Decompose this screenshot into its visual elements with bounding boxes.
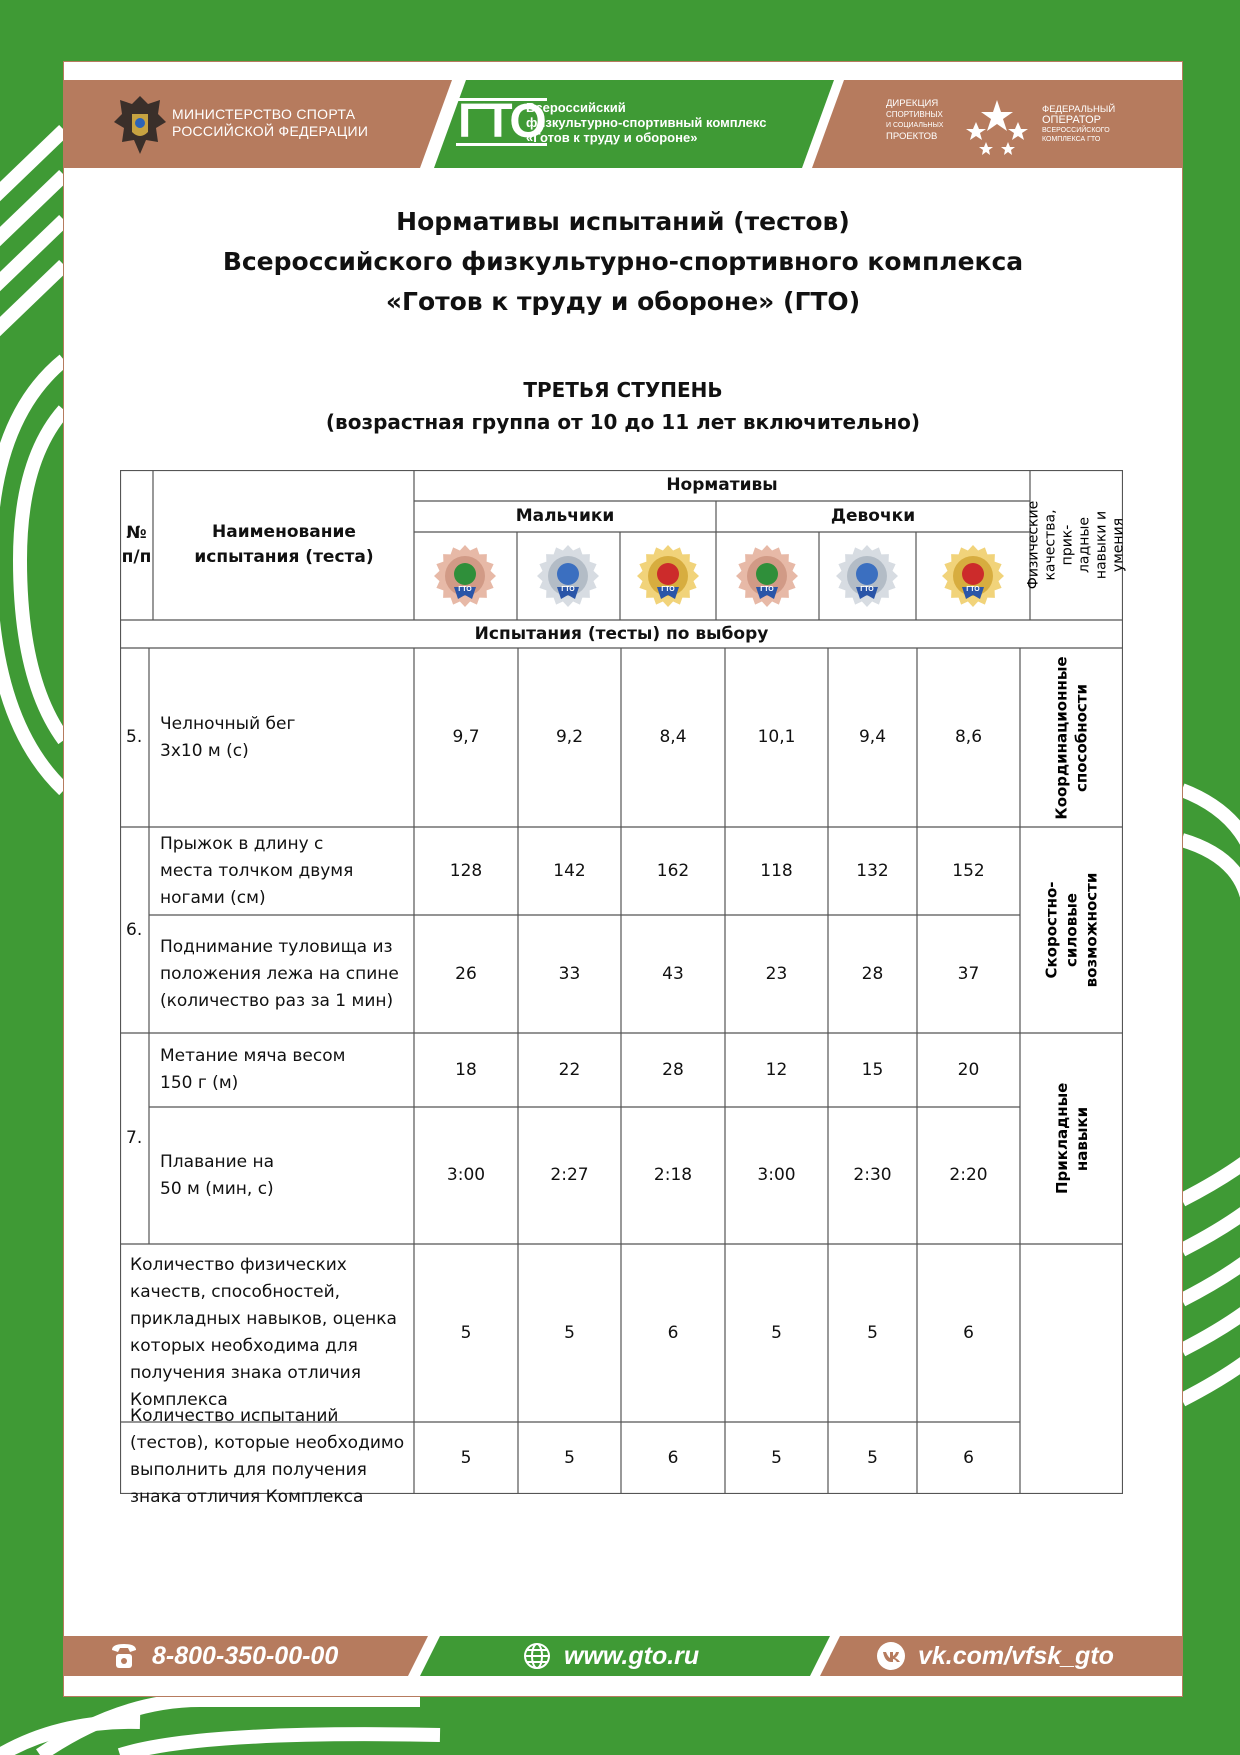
badge-center [454, 563, 476, 585]
test-name: Метание мяча весом 150 г (м) [160, 1046, 346, 1093]
row-5-name [160, 648, 400, 827]
badge-text: ГТО [458, 586, 472, 593]
row-7b-v6 [917, 1107, 1020, 1244]
document-sheet [64, 62, 1182, 1696]
bronze-badge-icon [734, 543, 800, 609]
norm-value: 142 [553, 860, 586, 881]
row-6a-v4 [725, 827, 828, 915]
norm-value: 43 [662, 963, 684, 984]
norm-value: 9,7 [452, 727, 480, 747]
summary-value: 5 [771, 1447, 782, 1468]
badge-center [657, 563, 679, 585]
quality-applied [1020, 1033, 1123, 1244]
row-6a-v2 [518, 827, 621, 915]
header-band [64, 80, 1182, 168]
badge-text: ГТО [966, 586, 980, 593]
footer-phone[interactable] [108, 1636, 338, 1676]
row-6b-v2 [518, 915, 621, 1033]
test-name: Плавание на 50 м (мин, с) [160, 1151, 275, 1199]
section-title [120, 620, 1123, 648]
summary-2-v3 [621, 1422, 725, 1494]
row-7a-v3 [621, 1033, 725, 1107]
col-norms-header [414, 470, 1030, 501]
stage-heading [64, 374, 1182, 438]
col-name-header [160, 470, 408, 620]
stage-line-1: ТРЕТЬЯ СТУПЕНЬ [523, 378, 723, 402]
row-7b-name [160, 1107, 410, 1244]
row-6b-name [160, 915, 410, 1033]
col-name-label: Наименование испытания (теста) [194, 522, 374, 567]
norms-table [120, 470, 1127, 1507]
col-girls-header [716, 501, 1030, 532]
badge-text: ГТО [760, 586, 774, 593]
row-6b-v5 [828, 915, 917, 1033]
norm-value: 18 [455, 1059, 477, 1080]
footer-vk[interactable] [876, 1636, 1114, 1676]
row-6a-v5 [828, 827, 917, 915]
row-5-v6 [917, 648, 1020, 827]
gto-logo-block [456, 94, 876, 154]
ministry-line-2: РОССИЙСКОЙ ФЕДЕРАЦИИ [172, 123, 369, 139]
norm-value: 12 [765, 1059, 788, 1080]
norm-value: 128 [449, 860, 483, 881]
norm-value: 118 [760, 860, 793, 881]
col-boys-label: Мальчики [515, 506, 615, 526]
norm-value: 28 [861, 963, 884, 984]
row-5-v5 [828, 648, 917, 827]
gto-logo: ГТО [458, 95, 545, 148]
gto-line-1: Всероссийский [526, 100, 626, 115]
col-num-label: № п/п [121, 523, 152, 567]
row-6b-v1 [414, 915, 518, 1033]
test-name: Прыжок в длину с места толчком двумя ногами (см) [160, 833, 354, 908]
row-5-v4 [725, 648, 828, 827]
row-7-num [126, 1033, 149, 1244]
summary-1-v2 [518, 1244, 621, 1422]
summary-1-v1 [414, 1244, 518, 1422]
ministry-logo-block [112, 92, 432, 156]
summary-2-name [130, 1392, 414, 1522]
row-7b-v2 [518, 1107, 621, 1244]
test-name: Поднимание туловища из положения лежа на спине (количество раз за 1 мин) [160, 936, 399, 1011]
summary-value: 5 [771, 1322, 782, 1343]
quality-label: Прикладные навыки [1052, 1082, 1091, 1194]
norm-value: 2:30 [853, 1165, 892, 1185]
summary-value: 5 [564, 1447, 575, 1468]
col-quality-label: Физические качества, прик-ладные навыки и умения [1025, 500, 1127, 590]
norm-value: 2:27 [550, 1165, 589, 1185]
norm-value: 33 [558, 963, 581, 984]
norm-value: 23 [765, 963, 788, 984]
quality-label: Координационные способности [1052, 655, 1091, 820]
row-6b-v4 [725, 915, 828, 1033]
row-7b-v1 [414, 1107, 518, 1244]
summary-value: 5 [867, 1322, 878, 1343]
norm-value: 26 [455, 963, 477, 984]
col-quality-header [1025, 470, 1127, 620]
row-6a-v3 [621, 827, 725, 915]
summary-2-v2 [518, 1422, 621, 1494]
row-6a-v6 [917, 827, 1020, 915]
row-7b-v5 [828, 1107, 917, 1244]
badge-center [962, 563, 984, 585]
norm-value: 22 [558, 1059, 581, 1080]
norm-value: 2:18 [653, 1165, 693, 1185]
summary-value: 5 [867, 1447, 878, 1468]
vk-link: vk.com/vfsk_gto [918, 1641, 1114, 1670]
op-line-4: КОМПЛЕКСА ГТО [1042, 136, 1101, 143]
norm-value: 8,6 [954, 727, 983, 747]
phone-icon [108, 1640, 140, 1672]
row-7b-v4 [725, 1107, 828, 1244]
summary-2-v1 [414, 1422, 518, 1494]
norm-value: 28 [662, 1059, 684, 1080]
star-wreath-icon [962, 94, 1032, 164]
footer-band [64, 1636, 1182, 1676]
badge-text: ГТО [860, 586, 874, 593]
gold-badge-icon [635, 543, 701, 609]
document-title [64, 202, 1182, 322]
row-num: 7. [126, 1128, 143, 1148]
row-5-num [126, 648, 149, 827]
summary-value: 6 [963, 1447, 974, 1468]
quality-speed-strength [1020, 827, 1123, 1033]
col-norms-label: Нормативы [666, 475, 778, 495]
site-link: www.gto.ru [564, 1641, 700, 1670]
row-7a-v2 [518, 1033, 621, 1107]
row-5-v3 [621, 648, 725, 827]
norm-value: 37 [957, 963, 980, 984]
norm-value: 9,2 [555, 727, 584, 747]
norm-value: 20 [957, 1059, 980, 1080]
bronze-badge-icon [432, 543, 498, 609]
badge-text: ГТО [561, 586, 575, 593]
footer-site[interactable] [522, 1636, 699, 1676]
globe-icon [522, 1641, 552, 1671]
summary-1-v5 [828, 1244, 917, 1422]
row-7a-v4 [725, 1033, 828, 1107]
col-num-header [120, 470, 153, 620]
direction-logo-block [886, 94, 1176, 158]
row-6-num [126, 827, 149, 1033]
norm-value: 15 [861, 1059, 884, 1080]
dir-line-4: ПРОЕКТОВ [886, 131, 938, 142]
summary-value: 5 [460, 1447, 472, 1468]
op-line-2: ОПЕРАТОР [1042, 114, 1101, 126]
col-girls-label: Девочки [830, 506, 916, 526]
summary-1-v3 [621, 1244, 725, 1422]
badge-center [557, 563, 579, 585]
row-7a-v5 [828, 1033, 917, 1107]
dir-line-3: И СОЦИАЛЬНЫХ [886, 122, 944, 129]
badge-text: ГТО [661, 586, 675, 593]
title-line-2: Всероссийского физкультурно-спортивного комплекса [222, 247, 1024, 276]
row-7b-v3 [621, 1107, 725, 1244]
badge-center [756, 563, 778, 585]
row-7a-v6 [917, 1033, 1020, 1107]
ministry-line-1: МИНИСТЕРСТВО СПОРТА [172, 106, 356, 122]
op-line-3: ВСЕРОССИЙСКОГО [1042, 127, 1110, 134]
norm-value: 152 [952, 860, 985, 881]
quality-coordination [1020, 648, 1123, 827]
summary-2-v5 [828, 1422, 917, 1494]
row-7a-v1 [414, 1033, 518, 1107]
phone-number: 8-800-350-00-00 [152, 1641, 339, 1670]
test-name: Челночный бег 3х10 м (с) [160, 713, 296, 761]
summary-label: Количество физических качеств, способностей, прикладных навыков, оценка которых необходима для получения знака отличия Комплекса [130, 1255, 397, 1410]
row-6a-v1 [414, 827, 518, 915]
op-line-1: ФЕДЕРАЛЬНЫЙ [1042, 104, 1116, 115]
row-num: 6. [126, 919, 143, 940]
coat-of-arms-icon [112, 92, 168, 158]
gto-line-3: «Готов к труду и обороне» [526, 130, 698, 145]
norm-value: 132 [856, 860, 889, 881]
row-6b-v6 [917, 915, 1020, 1033]
norm-value: 9,4 [858, 727, 887, 747]
summary-value: 5 [564, 1322, 575, 1343]
row-7a-name [160, 1033, 410, 1107]
summary-label: Количество испытаний (тестов), которые необходимо выполнить для получения знака отличия Комплекса [130, 1406, 405, 1507]
silver-badge-icon [535, 543, 601, 609]
summary-2-v6 [917, 1422, 1020, 1494]
norm-value: 2:20 [949, 1165, 988, 1185]
gto-line-2: физкультурно-спортивный комплекс [526, 115, 767, 130]
badge-center [856, 563, 878, 585]
col-boys-header [414, 501, 716, 532]
quality-label: Скоростно-силовые возможности [1042, 872, 1101, 988]
norm-value: 8,4 [659, 727, 687, 747]
gold-badge-icon [940, 543, 1006, 609]
dir-line-2: СПОРТИВНЫХ [886, 110, 943, 119]
summary-value: 6 [667, 1447, 679, 1468]
norm-value: 3:00 [757, 1165, 796, 1185]
row-5-v2 [518, 648, 621, 827]
row-num: 5. [126, 727, 143, 747]
title-line-3: «Готов к труду и обороне» (ГТО) [385, 287, 861, 316]
title-line-1: Нормативы испытаний (тестов) [396, 207, 850, 236]
summary-value: 6 [667, 1322, 679, 1343]
silver-badge-icon [834, 543, 900, 609]
summary-value: 5 [460, 1322, 472, 1343]
norm-value: 10,1 [757, 727, 796, 747]
norm-value: 3:00 [446, 1165, 486, 1185]
row-6b-v3 [621, 915, 725, 1033]
summary-1-v6 [917, 1244, 1020, 1422]
section-title-label: Испытания (тесты) по выбору [474, 623, 769, 644]
dir-line-1: ДИРЕКЦИЯ [886, 98, 939, 109]
summary-2-v4 [725, 1422, 828, 1494]
norm-value: 162 [656, 860, 690, 881]
vk-icon [876, 1641, 906, 1671]
stage-line-2: (возрастная группа от 10 до 11 лет включительно) [325, 410, 921, 434]
summary-value: 6 [963, 1322, 974, 1343]
row-5-v1 [414, 648, 518, 827]
row-6a-name [160, 827, 410, 915]
summary-1-v4 [725, 1244, 828, 1422]
